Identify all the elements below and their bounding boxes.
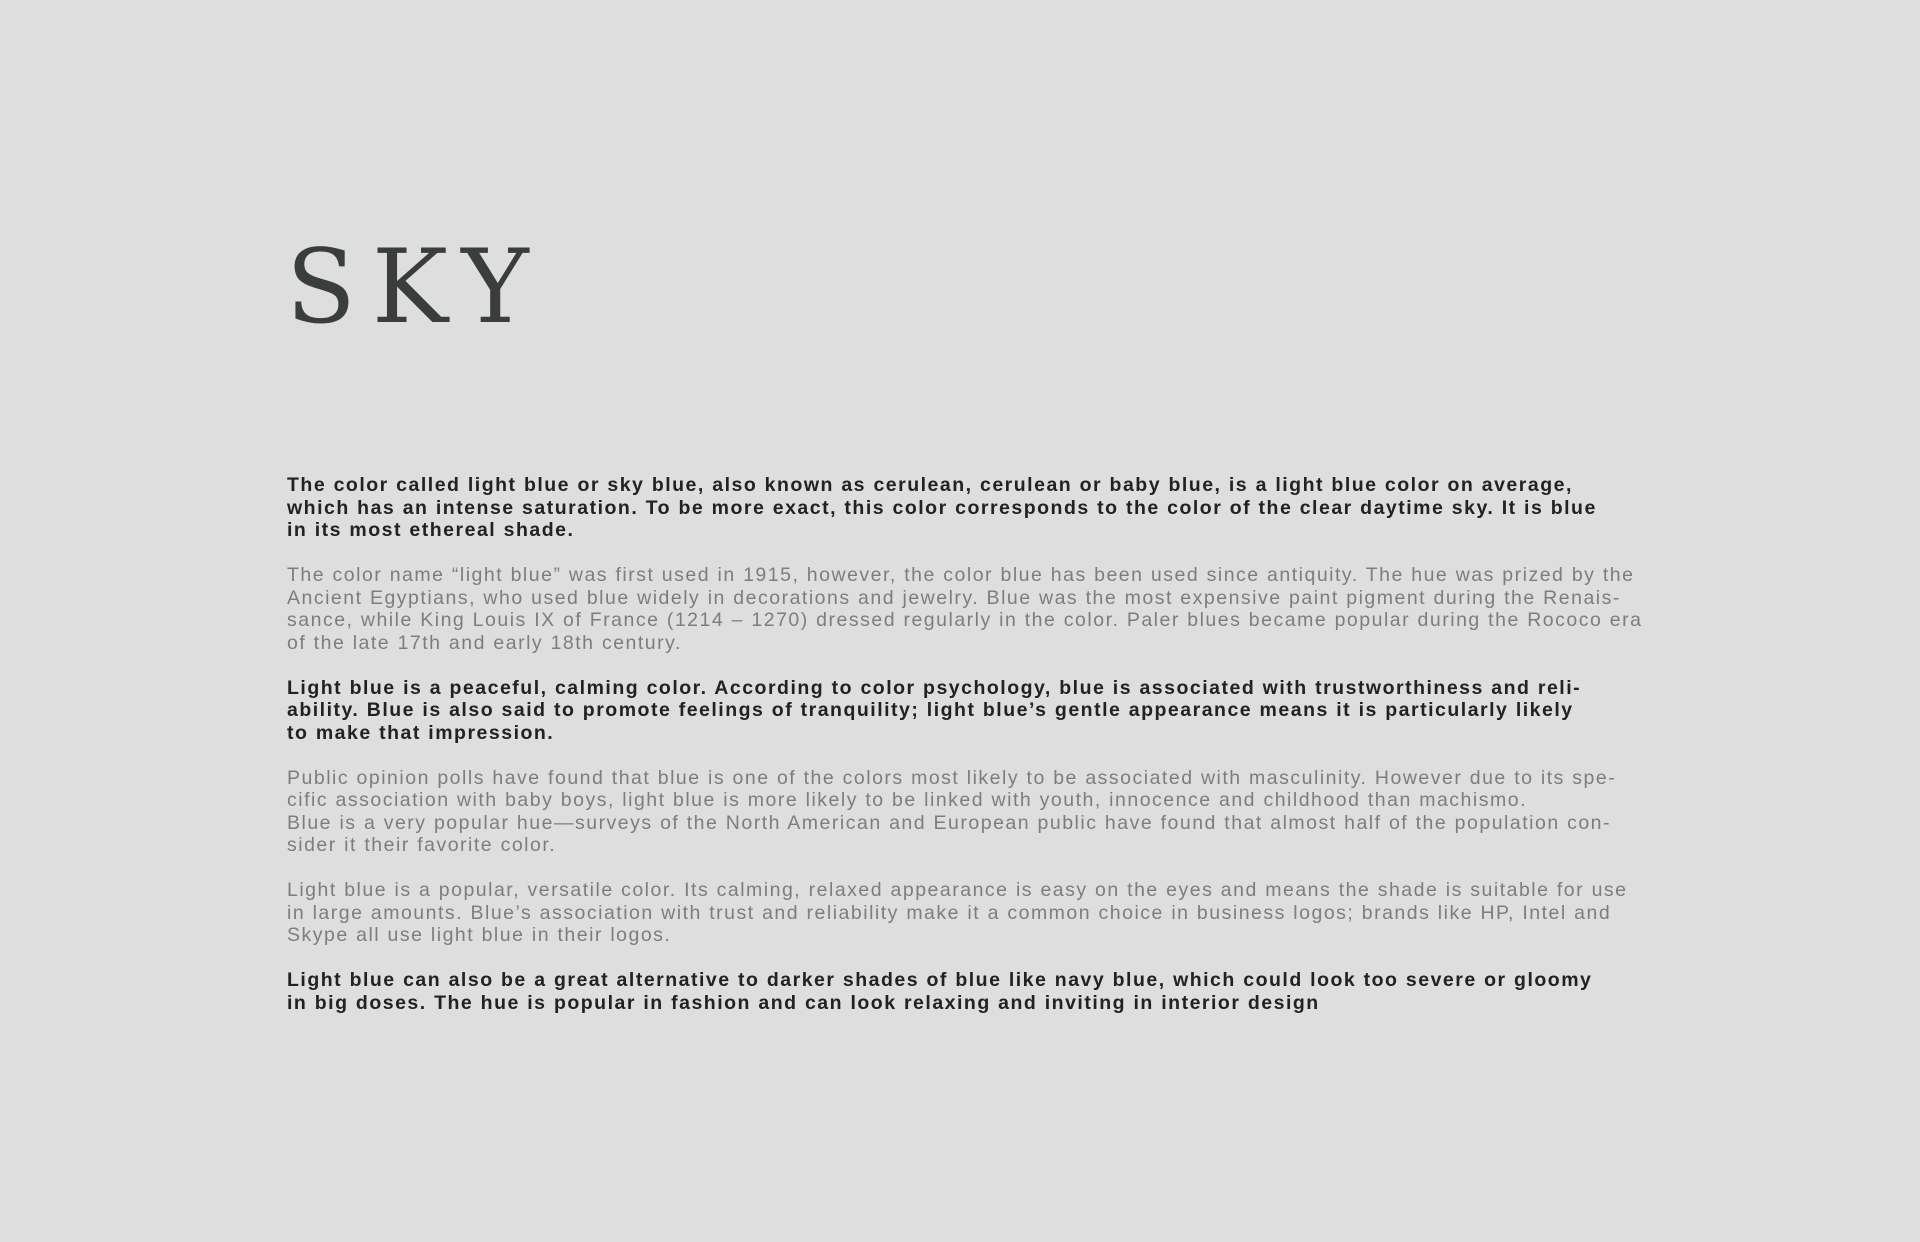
paragraph-line: Public opinion polls have found that blue is one of the colors most likely to be associated with masculinity. However due to its spe-	[287, 766, 1617, 789]
paragraph-line: sider it their favorite color.	[287, 834, 557, 856]
paragraph-line: in big doses. The hue is popular in fashion and can look relaxing and inviting in interior design	[287, 991, 1320, 1014]
paragraph-line: cific association with baby boys, light blue is more likely to be linked with youth, innocence and childhood than machismo.	[287, 789, 1527, 811]
paragraph-line: Light blue is a peaceful, calming color. According to color psychology, blue is associated with trustworthiness and reli-	[287, 676, 1582, 699]
paragraph-intro	[287, 474, 1657, 542]
paragraph-line: Skype all use light blue in their logos.	[287, 924, 672, 946]
paragraph-line: in its most ethereal shade.	[287, 519, 575, 541]
paragraph-line: in large amounts. Blue’s association with trust and reliability make it a common choice in business logos; brands like HP, Intel and	[287, 901, 1612, 924]
paragraph-line: which has an intense saturation. To be more exact, this color corresponds to the color of the clear daytime sky. It is blue	[287, 496, 1597, 519]
paragraph-line: sance, while King Louis IX of France (1214 – 1270) dressed regularly in the color. Paler blues became popular during the Rococo era	[287, 609, 1643, 631]
paragraph-line: ability. Blue is also said to promote feelings of tranquility; light blue’s gentle appearance means it is particularly likely	[287, 699, 1574, 721]
paragraph-line: Light blue is a popular, versatile color. Its calming, relaxed appearance is easy on the eyes and means the shade is suitable for use	[287, 879, 1628, 901]
paragraph-line: Light blue can also be a great alternative to darker shades of blue like navy blue, which could look too severe or gloomy	[287, 969, 1593, 991]
paragraph-psychology	[287, 677, 1657, 745]
paragraph-alternative	[287, 969, 1657, 1014]
paragraph-opinion	[287, 767, 1657, 857]
paragraph-line: Ancient Egyptians, who used blue widely in decorations and jewelry. Blue was the most expensive paint pigment during the Renais-	[287, 586, 1621, 609]
paragraph-history	[287, 564, 1657, 654]
paragraph-line: The color name “light blue” was first used in 1915, however, the color blue has been used since antiquity. The hue was prized by the	[287, 564, 1635, 586]
article-body	[287, 474, 1657, 1014]
paragraph-line: The color called light blue or sky blue, also known as cerulean, cerulean or baby blue, is a light blue color on average,	[287, 474, 1573, 496]
paragraph-line: of the late 17th and early 18th century.	[287, 631, 682, 654]
paragraph-line: Blue is a very popular hue—surveys of the North American and European public have found that almost half of the population con-	[287, 811, 1612, 834]
paragraph-versatile	[287, 879, 1657, 947]
page-title: SKY	[286, 228, 545, 347]
paragraph-line: to make that impression.	[287, 721, 555, 744]
